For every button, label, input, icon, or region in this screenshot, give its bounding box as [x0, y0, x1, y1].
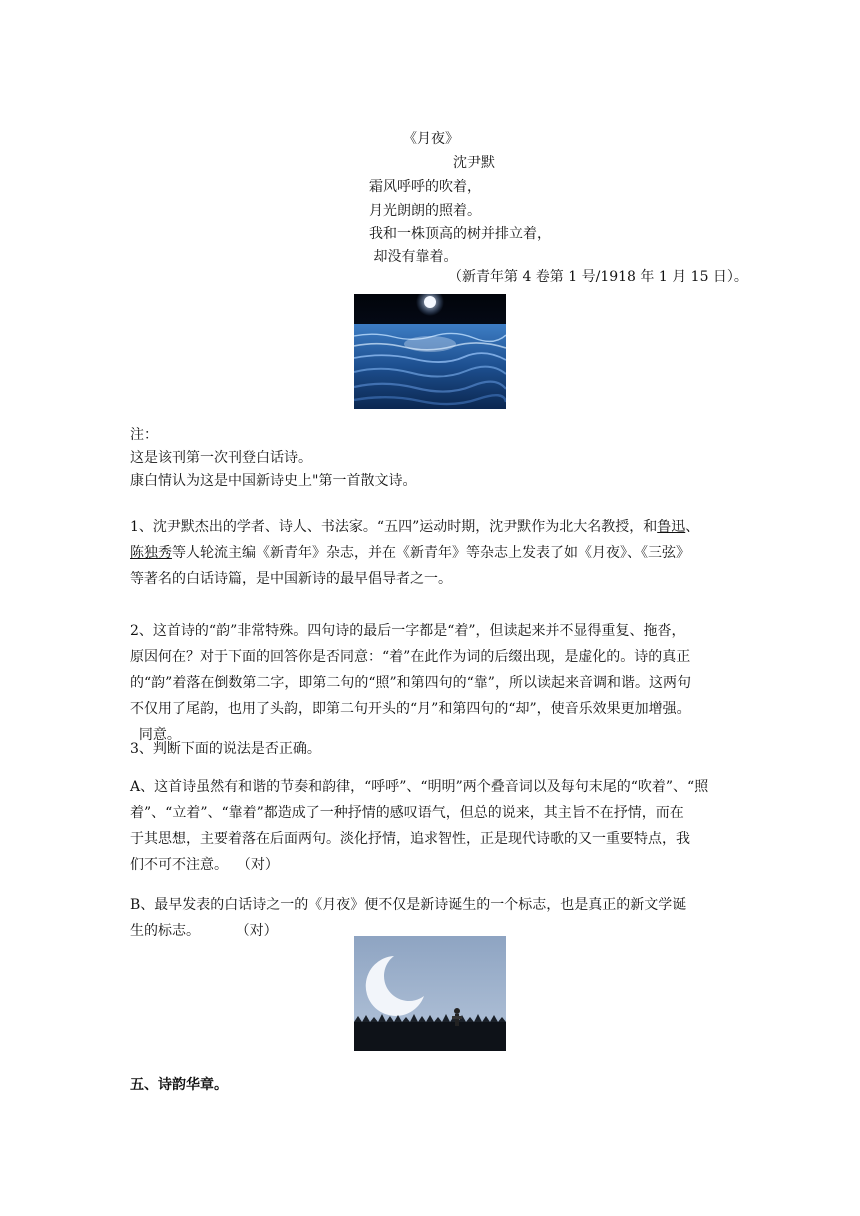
paragraph-3: 3、判断下面的说法是否正确。: [130, 741, 321, 757]
poem-line-2: 月光朗朗的照着。: [369, 203, 481, 219]
poem-author: 沈尹默: [453, 155, 495, 171]
link-chen-duxiu: 陈独秀: [130, 545, 172, 561]
paragraph-2: [130, 618, 732, 748]
paragraph-2-line-4: 不仅用了尾韵，也用了头韵，即第二句开头的“月”和第四句的“却”，使音乐效果更加增强。: [130, 701, 691, 717]
paragraph-1-line-2: 陈独秀等人轮流主编《新青年》杂志，并在《新青年》等杂志上发表了如《月夜》、《三弦》: [130, 545, 690, 561]
note-label: 注：: [130, 427, 158, 443]
poem-line-4: 却没有靠着。: [369, 249, 458, 265]
poem-source: （新青年第 4 卷第 1 号/1918 年 1 月 15 日）。: [448, 269, 748, 285]
paragraph-a-line-1: A、这首诗虽然有和谐的节奏和韵律，“呼呼”、“明明”两个叠音词以及每句末尾的“吹着”、“照: [130, 779, 709, 795]
crescent-moon-figure-image: [354, 936, 506, 1051]
paragraph-1-line-3: 等著名的白话诗篇，是中国新诗的最早倡导者之一。: [130, 571, 452, 587]
paragraph-a-line-3: 于其思想，主要着落在后面两句。淡化抒情，追求智性，正是现代诗歌的又一重要特点，我: [130, 831, 690, 847]
section-five-heading: 五、诗韵华章。: [130, 1077, 228, 1093]
paragraph-a-line-4: 们不可不注意。 （对）: [130, 857, 279, 873]
paragraph-2-line-3: 的“韵”着落在倒数第二字，即第二句的“照”和第四句的“靠”，所以读起来音调和谐。这两句: [130, 675, 691, 691]
poem-line-3: 我和一株顶高的树并排立着，: [369, 226, 551, 242]
link-lu-xun: 鲁迅: [657, 519, 686, 535]
paragraph-a-line-2: 着”、“立着”、“靠着”都造成了一种抒情的感叹语气，但总的说来，其主旨不在抒情，而在: [130, 805, 684, 821]
paragraph-a: [130, 774, 732, 878]
paragraph-2-line-1: 2、这首诗的“韵”非常特殊。四句诗的最后一字都是“着”，但读起来并不显得重复、拖沓，: [130, 623, 686, 639]
note-line-2: 康白情认为这是中国新诗史上"第一首散文诗。: [130, 473, 417, 489]
paragraph-b-line-2: 生的标志。 （对）: [130, 923, 278, 939]
paragraph-1-line-1: 1、沈尹默杰出的学者、诗人、书法家。“五四”运动时期，沈尹默作为北大名教授，和鲁迅、: [130, 519, 700, 535]
paragraph-b-line-1: B、最早发表的白话诗之一的《月夜》便不仅是新诗诞生的一个标志，也是真正的新文学诞: [130, 897, 687, 913]
note-line-1: 这是该刊第一次刊登白话诗。: [130, 450, 312, 466]
paragraph-2-line-2: 原因何在？对于下面的回答你是否同意：“着”在此作为词的后缀出现，是虚化的。诗的真正: [130, 649, 691, 665]
paragraph-2-line-5: 同意。: [130, 727, 181, 743]
poem-line-1: 霜风呼呼的吹着，: [369, 179, 481, 195]
paragraph-1: [130, 514, 732, 592]
poem-title: 《月夜》: [403, 131, 459, 147]
moon-over-sea-image: [354, 294, 506, 409]
